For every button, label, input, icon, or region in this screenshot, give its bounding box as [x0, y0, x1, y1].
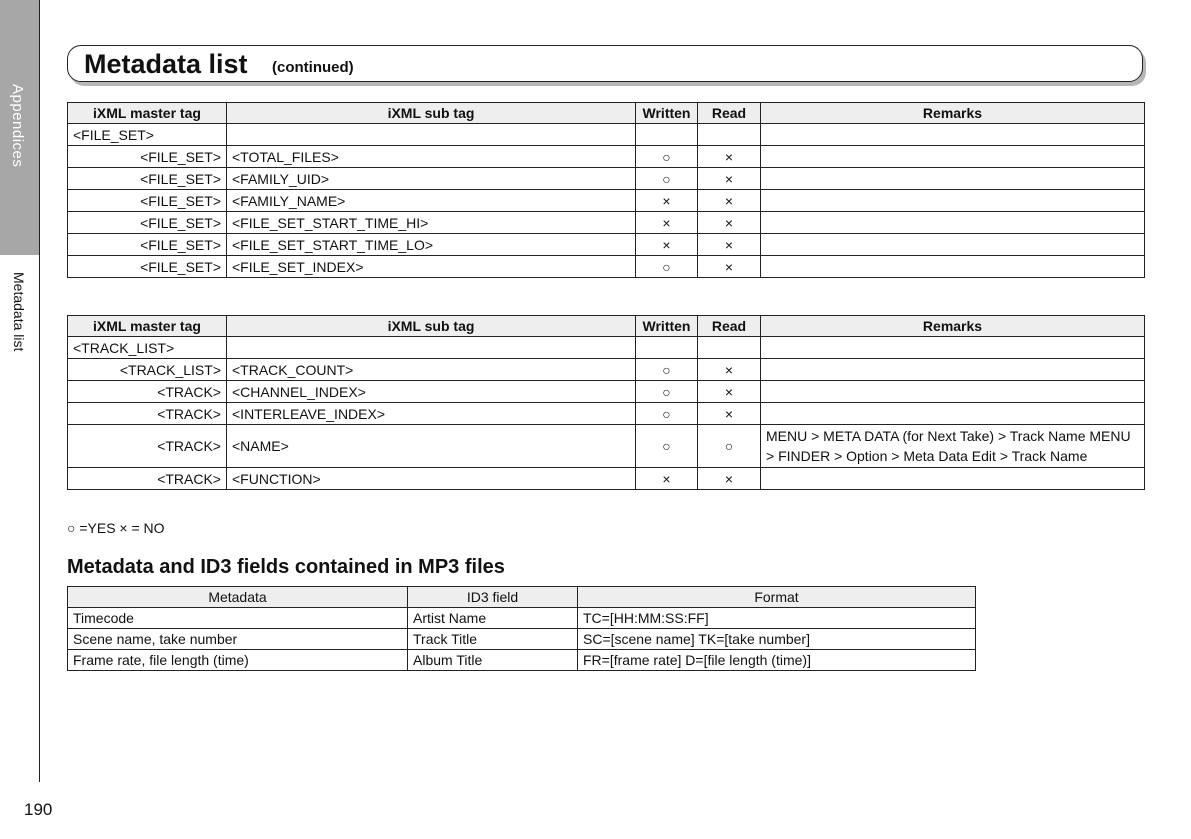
remarks-cell — [761, 124, 1145, 146]
page-number: 190 — [24, 800, 53, 819]
remarks-cell — [761, 359, 1145, 381]
sub-tag-cell: <FILE_SET_START_TIME_LO> — [227, 234, 636, 256]
remarks-cell — [761, 168, 1145, 190]
sub-tag-cell: <FAMILY_NAME> — [227, 190, 636, 212]
page-title: Metadata list — [84, 49, 248, 79]
file-set-body — [68, 124, 1145, 278]
mp3-section-heading: Metadata and ID3 fields contained in MP3 files — [67, 556, 505, 578]
remarks-cell — [761, 468, 1145, 490]
legend: ○ =YES × = NO — [67, 520, 165, 536]
master-tag-cell: <FILE_SET> — [68, 124, 227, 146]
sub-tag-cell: <CHANNEL_INDEX> — [227, 381, 636, 403]
master-tag-cell: <TRACK> — [68, 425, 227, 468]
written-cell: ○ — [636, 381, 698, 403]
table-row — [68, 381, 1145, 403]
sub-tag-cell — [227, 124, 636, 146]
sub-tag-cell — [227, 337, 636, 359]
metadata-cell: Scene name, take number — [68, 629, 408, 650]
written-cell — [636, 337, 698, 359]
master-tag-cell: <FILE_SET> — [68, 168, 227, 190]
format-header: Format — [578, 587, 976, 608]
table-row — [68, 190, 1145, 212]
read-cell — [698, 337, 761, 359]
table-header-row — [68, 316, 1145, 337]
format-cell: TC=[HH:MM:SS:FF] — [578, 608, 976, 629]
written-cell: × — [636, 212, 698, 234]
master-tag-cell: <TRACK> — [68, 468, 227, 490]
table-row — [68, 608, 976, 629]
appendices-label: Appendices — [9, 84, 26, 168]
id3-field-cell: Album Title — [408, 650, 578, 671]
master-tag-cell: <TRACK_LIST> — [68, 337, 227, 359]
written-cell: ○ — [636, 146, 698, 168]
written-cell — [636, 124, 698, 146]
written-cell: ○ — [636, 425, 698, 468]
read-cell: × — [698, 468, 761, 490]
remarks-header: Remarks — [761, 316, 1145, 337]
remarks-cell: MENU > META DATA (for Next Take) > Track Name MENU > FINDER > Option > Meta Data Edit > Track Name — [761, 425, 1145, 468]
read-cell: × — [698, 212, 761, 234]
sub-tag-cell: <FAMILY_UID> — [227, 168, 636, 190]
table-row — [68, 629, 976, 650]
master-tag-cell: <FILE_SET> — [68, 234, 227, 256]
read-cell: × — [698, 359, 761, 381]
id3-field-header: ID3 field — [408, 587, 578, 608]
master-tag-header: iXML master tag — [68, 103, 227, 124]
written-header: Written — [636, 103, 698, 124]
sub-tag-cell: <FUNCTION> — [227, 468, 636, 490]
remarks-cell — [761, 337, 1145, 359]
table-row — [68, 403, 1145, 425]
written-cell: × — [636, 190, 698, 212]
mp3-table — [67, 586, 976, 671]
remarks-header: Remarks — [761, 103, 1145, 124]
page-title-box — [67, 45, 1143, 82]
table-row — [68, 359, 1145, 381]
sub-tag-cell: <FILE_SET_START_TIME_HI> — [227, 212, 636, 234]
sub-tag-header: iXML sub tag — [227, 316, 636, 337]
table-row — [68, 168, 1145, 190]
metadata-header: Metadata — [68, 587, 408, 608]
table-header-row — [68, 587, 976, 608]
format-cell: SC=[scene name] TK=[take number] — [578, 629, 976, 650]
table-row — [68, 212, 1145, 234]
remarks-cell — [761, 190, 1145, 212]
table-row — [68, 234, 1145, 256]
master-tag-cell: <FILE_SET> — [68, 146, 227, 168]
written-cell: ○ — [636, 256, 698, 278]
master-tag-cell: <FILE_SET> — [68, 212, 227, 234]
format-cell: FR=[frame rate] D=[file length (time)] — [578, 650, 976, 671]
written-cell: × — [636, 468, 698, 490]
written-cell: ○ — [636, 359, 698, 381]
sub-tag-cell: <TRACK_COUNT> — [227, 359, 636, 381]
remarks-cell — [761, 234, 1145, 256]
sub-tag-cell: <FILE_SET_INDEX> — [227, 256, 636, 278]
read-cell: × — [698, 146, 761, 168]
master-tag-cell: <FILE_SET> — [68, 190, 227, 212]
read-cell — [698, 124, 761, 146]
sub-tag-cell: <NAME> — [227, 425, 636, 468]
id3-field-cell: Artist Name — [408, 608, 578, 629]
sub-tag-cell: <TOTAL_FILES> — [227, 146, 636, 168]
appendices-tab — [0, 0, 39, 255]
written-cell: × — [636, 234, 698, 256]
read-cell: × — [698, 190, 761, 212]
table-row — [68, 425, 1145, 468]
read-cell: ○ — [698, 425, 761, 468]
mp3-body — [68, 608, 976, 671]
sub-tag-header: iXML sub tag — [227, 103, 636, 124]
sub-tag-cell: <INTERLEAVE_INDEX> — [227, 403, 636, 425]
table-row — [68, 337, 1145, 359]
master-tag-cell: <TRACK> — [68, 403, 227, 425]
read-cell: × — [698, 256, 761, 278]
read-header: Read — [698, 316, 761, 337]
master-tag-header: iXML master tag — [68, 316, 227, 337]
table-row — [68, 146, 1145, 168]
table-row — [68, 256, 1145, 278]
remarks-cell — [761, 146, 1145, 168]
metadata-cell: Timecode — [68, 608, 408, 629]
page-subtitle: (continued) — [272, 59, 354, 76]
id3-field-cell: Track Title — [408, 629, 578, 650]
metadata-cell: Frame rate, file length (time) — [68, 650, 408, 671]
read-cell: × — [698, 381, 761, 403]
track-list-table — [67, 315, 1145, 490]
table-header-row — [68, 103, 1145, 124]
remarks-cell — [761, 256, 1145, 278]
written-cell: ○ — [636, 168, 698, 190]
track-list-body — [68, 337, 1145, 490]
written-header: Written — [636, 316, 698, 337]
read-cell: × — [698, 403, 761, 425]
remarks-cell — [761, 381, 1145, 403]
table-row — [68, 650, 976, 671]
table-row — [68, 468, 1145, 490]
metadata-list-label: Metadata list — [11, 272, 27, 352]
remarks-cell — [761, 403, 1145, 425]
sidebar-divider — [39, 0, 40, 782]
file-set-table — [67, 102, 1145, 278]
written-cell: ○ — [636, 403, 698, 425]
master-tag-cell: <TRACK_LIST> — [68, 359, 227, 381]
master-tag-cell: <FILE_SET> — [68, 256, 227, 278]
remarks-cell — [761, 212, 1145, 234]
read-cell: × — [698, 234, 761, 256]
read-header: Read — [698, 103, 761, 124]
read-cell: × — [698, 168, 761, 190]
master-tag-cell: <TRACK> — [68, 381, 227, 403]
table-row — [68, 124, 1145, 146]
